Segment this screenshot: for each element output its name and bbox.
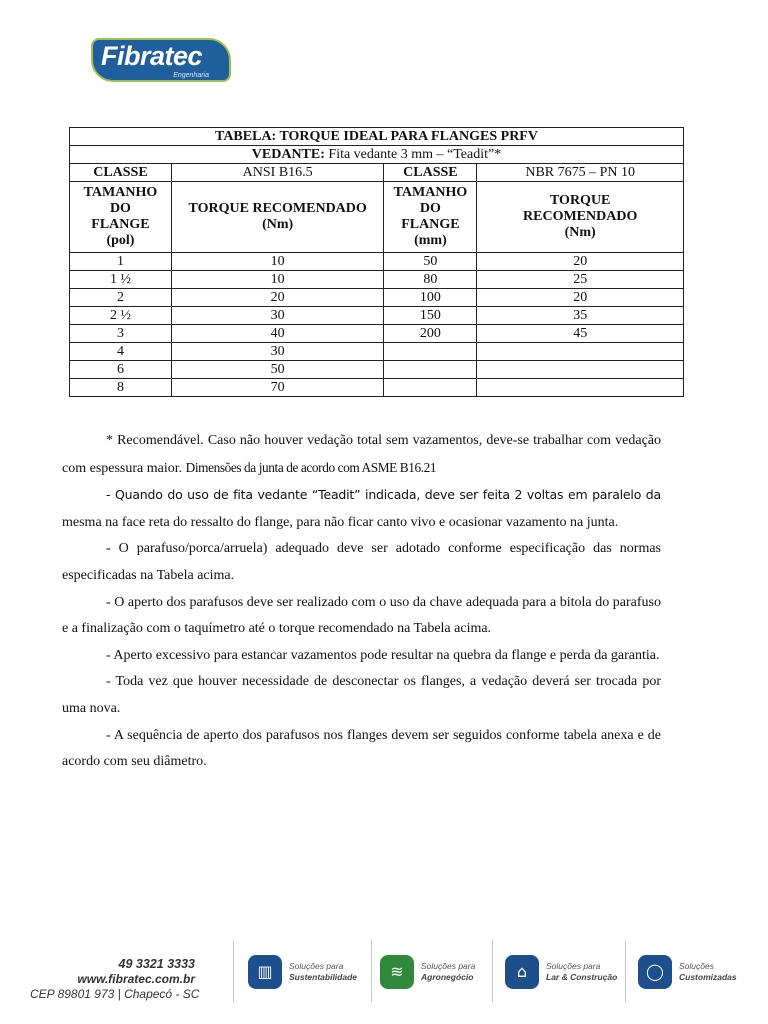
table-row (70, 289, 684, 307)
footer-divider (371, 940, 372, 1002)
header-line: TORQUE (549, 193, 611, 208)
fibratec-logo (91, 38, 231, 82)
class-value-left: ANSI B16.5 (171, 164, 384, 182)
table-row (70, 379, 684, 397)
solution-line1: Soluções (679, 961, 714, 971)
table-row (70, 271, 684, 289)
cell-torque-left: 30 (171, 307, 384, 325)
header-torque-right (477, 182, 684, 253)
cell-torque-right (477, 361, 684, 379)
note-text: mesma na face reta do ressalto do flange, para não ficar canto vivo e ocasionar vazamento na junta. (62, 514, 619, 530)
cell-torque-right (477, 343, 684, 361)
note-teadit-tape (62, 482, 661, 536)
cell-size-mm (384, 361, 477, 379)
note-recommended (62, 428, 661, 482)
note-text: - Quando do uso de fita vedante “Teadit” indicada, deve ser feita 2 voltas em paralelo da (106, 487, 661, 503)
header-line: (Nm) (262, 217, 294, 232)
note-text: * Recomendável. Caso não houver vedação total sem vazamentos, deve-se trabalhar com vedação com espessura maior. (62, 433, 661, 476)
note-bolt-nut: - O parafuso/porca/arruela) adequado deve ser adotado conforme especificação das normas especificadas na Tabela acima. (62, 541, 661, 583)
cell-size-mm: 100 (384, 289, 477, 307)
note-sequence: - A sequência de aperto dos parafusos nos flanges devem ser seguidos conforme tabela anexa e de acordo com seu diâmetro. (62, 727, 661, 770)
table-class-row (70, 164, 684, 182)
header-line: DO (419, 201, 441, 216)
table-row (70, 343, 684, 361)
header-line: TORQUE RECOMENDADO (188, 201, 367, 216)
cell-torque-left: 10 (171, 253, 384, 271)
cell-torque-left: 30 (171, 343, 384, 361)
solution-line1: Soluções para (289, 961, 344, 971)
cell-torque-right: 35 (477, 307, 684, 325)
torque-table (69, 127, 684, 397)
cell-torque-right: 20 (477, 253, 684, 271)
header-line: (pol) (106, 233, 135, 248)
seal-value: Fita vedante 3 mm – “Teadit”* (328, 146, 502, 162)
header-torque-left (171, 182, 384, 253)
cell-size-pol: 8 (70, 379, 172, 397)
class-label-left: CLASSE (70, 164, 172, 182)
cell-torque-right: 25 (477, 271, 684, 289)
table-row (70, 253, 684, 271)
solution-line1: Soluções para (546, 961, 601, 971)
ring-icon: ◯ (638, 955, 672, 989)
cell-size-pol: 4 (70, 343, 172, 361)
agro-leaf-icon: ≋ (380, 955, 414, 989)
table-seal-row (70, 146, 684, 164)
cell-torque-right: 45 (477, 325, 684, 343)
table-header-row (70, 182, 684, 253)
cell-torque-right: 20 (477, 289, 684, 307)
note-disconnect: - Toda vez que houver necessidade de desconectar os flanges, a vedação deverá ser trocada por uma nova. (62, 674, 661, 716)
note-tightening: - O aperto dos parafusos deve ser realizado com o uso da chave adequada para a bitola do parafuso e a finalização com o taquímetro até o torque recomendado na Tabela acima. (62, 594, 661, 637)
notes-body (62, 428, 661, 776)
cell-torque-left: 50 (171, 361, 384, 379)
cell-size-mm: 80 (384, 271, 477, 289)
footer-divider (233, 940, 234, 1002)
footer-phone: 49 3321 3333 (118, 957, 195, 971)
cell-size-mm (384, 343, 477, 361)
note-gasket-dimensions: Dimensões da junta de acordo com ASME B16.21 (185, 459, 437, 475)
cell-torque-right (477, 379, 684, 397)
class-label-right: CLASSE (384, 164, 477, 182)
cell-size-mm: 200 (384, 325, 477, 343)
header-line: TAMANHO (393, 185, 468, 200)
footer (0, 935, 768, 1024)
house-icon: ⌂ (505, 955, 539, 989)
note-excessive-torque: - Aperto excessivo para estancar vazamentos pode resultar na quebra da flange e perda da garantia. (106, 647, 660, 663)
header-line: DO (109, 201, 131, 216)
solution-line2: Lar & Construção (546, 972, 618, 982)
solution-agribusiness (380, 955, 490, 991)
solution-line2: Agronegócio (421, 972, 474, 982)
solution-sustainability (248, 955, 363, 991)
header-size-mm (384, 182, 477, 253)
header-line: RECOMENDADO (523, 209, 638, 224)
cell-size-pol: 1 ½ (70, 271, 172, 289)
cell-torque-left: 10 (171, 271, 384, 289)
logo-subtitle: Engenharia (173, 72, 209, 79)
cell-size-pol: 2 (70, 289, 172, 307)
footer-contact (30, 957, 200, 1002)
cell-size-pol: 1 (70, 253, 172, 271)
header-line: FLANGE (401, 217, 460, 232)
table-title-row (70, 128, 684, 146)
header-line: FLANGE (91, 217, 150, 232)
seal-cell (70, 146, 684, 164)
cell-size-mm: 150 (384, 307, 477, 325)
cell-torque-left: 70 (171, 379, 384, 397)
table-row (70, 325, 684, 343)
footer-divider (625, 940, 626, 1002)
recycle-bars-icon: ▥ (248, 955, 282, 989)
cell-torque-left: 20 (171, 289, 384, 307)
header-line: (Nm) (564, 225, 596, 240)
header-line: TAMANHO (83, 185, 158, 200)
header-size-pol (70, 182, 172, 253)
footer-website: www.fibratec.com.br (77, 972, 195, 986)
cell-torque-left: 40 (171, 325, 384, 343)
table-title: TABELA: TORQUE IDEAL PARA FLANGES PRFV (70, 128, 684, 146)
class-value-right: NBR 7675 – PN 10 (477, 164, 684, 182)
logo-text: Fibratec (101, 41, 203, 71)
solution-line1: Soluções para (421, 961, 476, 971)
cell-size-mm (384, 379, 477, 397)
header-line: (mm) (414, 233, 447, 248)
footer-address: CEP 89801 973 | Chapecó - SC (30, 987, 200, 1001)
cell-size-pol: 2 ½ (70, 307, 172, 325)
cell-size-mm: 50 (384, 253, 477, 271)
cell-size-pol: 3 (70, 325, 172, 343)
seal-label: VEDANTE: (251, 146, 325, 162)
table-row (70, 307, 684, 325)
solution-home-construction (505, 955, 620, 991)
footer-divider (492, 940, 493, 1002)
solution-custom (638, 955, 748, 991)
cell-size-pol: 6 (70, 361, 172, 379)
solution-line2: Sustentabilidade (289, 972, 358, 982)
solution-line2: Customizadas (679, 972, 737, 982)
table-row (70, 361, 684, 379)
